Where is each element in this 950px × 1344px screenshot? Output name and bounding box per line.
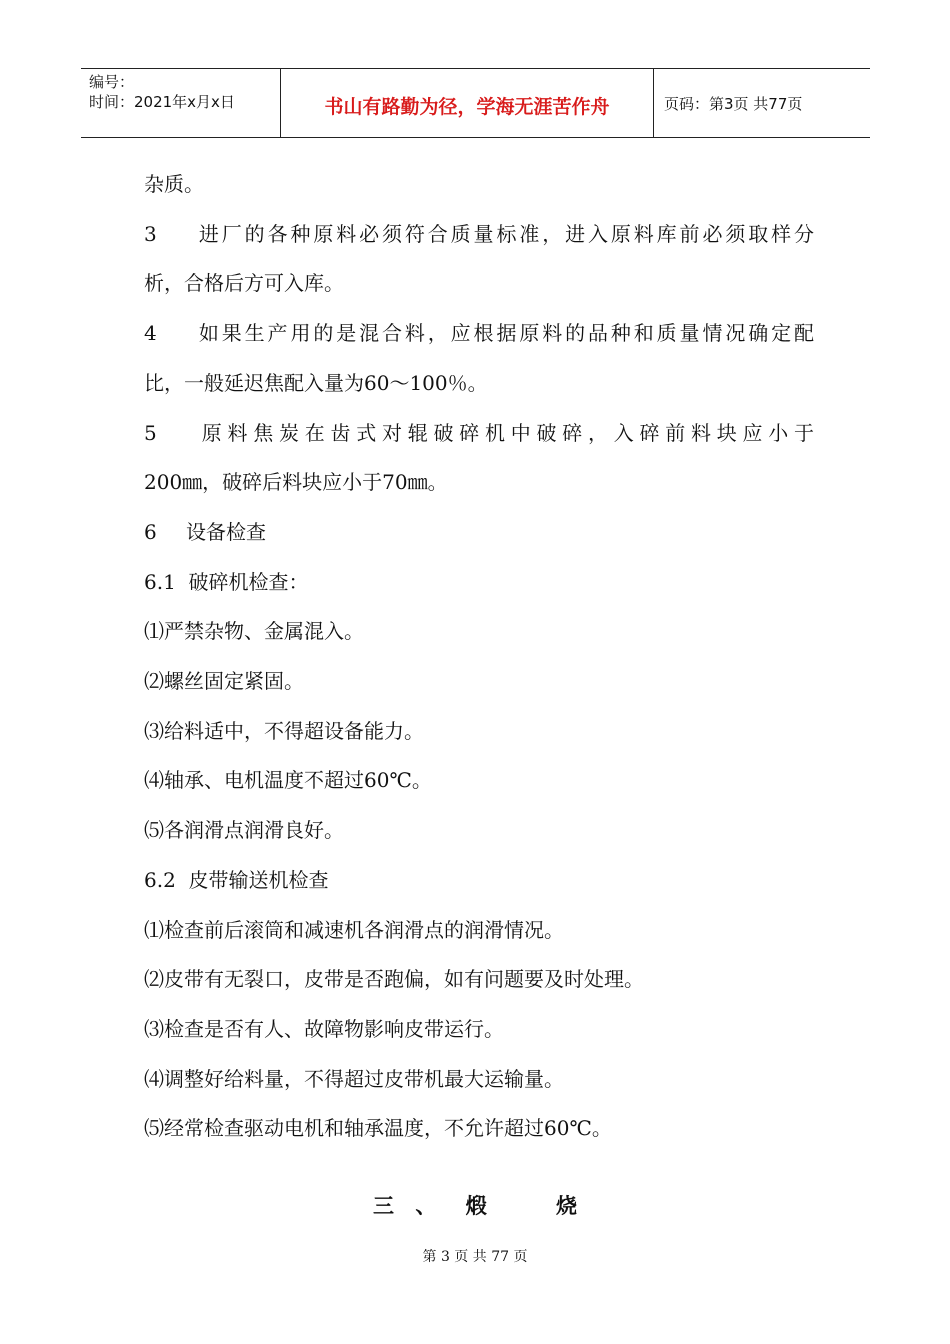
- list-item: ⑶给料适中，不得超设备能力。: [144, 718, 424, 743]
- list-item: ⑵皮带有无裂口，皮带是否跑偏，如有问题要及时处理。: [144, 967, 644, 992]
- section-6-1-heading: 6.1 破碎机检查：: [144, 569, 309, 594]
- section-6-2-heading: 6.2 皮带输送机检查: [144, 867, 329, 892]
- list-item: ⑶检查是否有人、故障物影响皮带运行。: [144, 1016, 504, 1041]
- list-item: ⑷调整好给料量，不得超过皮带机最大运输量。: [144, 1066, 564, 1091]
- paragraph-line: 杂质。: [144, 172, 204, 196]
- section-title-part: 三: [373, 1194, 395, 1218]
- list-item: ⑸各润滑点润滑良好。: [144, 818, 344, 843]
- section-title-part: 、: [415, 1194, 437, 1218]
- item-4-line-1: [144, 309, 814, 359]
- list-item: ⑷轴承、电机温度不超过60℃。: [144, 768, 432, 793]
- list-item: ⑸经常检查驱动电机和轴承温度，不允许超过60℃。: [144, 1116, 612, 1141]
- document-body: [144, 160, 814, 1154]
- item-5-line-1: [144, 409, 814, 459]
- page-footer: 第 3 页 共 77 页: [422, 1249, 528, 1265]
- page-header: [81, 68, 870, 138]
- item-number: 3: [144, 221, 157, 246]
- time-label: 时间：2021年x月x日: [89, 93, 235, 111]
- header-page-info: 页码：第3页 共77页: [664, 94, 803, 113]
- item-3-line-1: [144, 210, 814, 260]
- header-meta: [81, 69, 281, 137]
- number-label: 编号：: [89, 73, 135, 91]
- item-6-heading: [144, 508, 814, 558]
- item-5-line-2: 200㎜，破碎后料块应小于70㎜。: [144, 470, 448, 495]
- item-number: 6: [144, 519, 157, 544]
- item-text: 进厂的各种原料必须符合质量标准，进入原料库前必须取样分: [196, 221, 814, 246]
- list-item: ⑴检查前后滚筒和减速机各润滑点的润滑情况。: [144, 917, 564, 942]
- section-title: [0, 1190, 950, 1220]
- item-number: 4: [144, 321, 157, 346]
- section-title-part: 煅: [465, 1194, 487, 1218]
- item-number: 5: [144, 420, 157, 445]
- item-4-line-2: 比，一般延迟焦配入量为60～100％。: [144, 370, 488, 395]
- item-text: 原料焦炭在齿式对辊破碎机中破碎，入碎前料块应小于: [196, 420, 814, 445]
- list-item: ⑵螺丝固定紧固。: [144, 669, 304, 694]
- header-motto: 书山有路勤为径，学海无涯苦作舟: [281, 69, 654, 137]
- list-item: ⑴严禁杂物、金属混入。: [144, 619, 364, 644]
- section-title-part: 烧: [555, 1194, 577, 1218]
- item-text: 如果生产用的是混合料，应根据原料的品种和质量情况确定配: [196, 321, 814, 346]
- item-text: 设备检查: [186, 519, 266, 544]
- item-3-line-2: 析，合格后方可入库。: [144, 271, 344, 296]
